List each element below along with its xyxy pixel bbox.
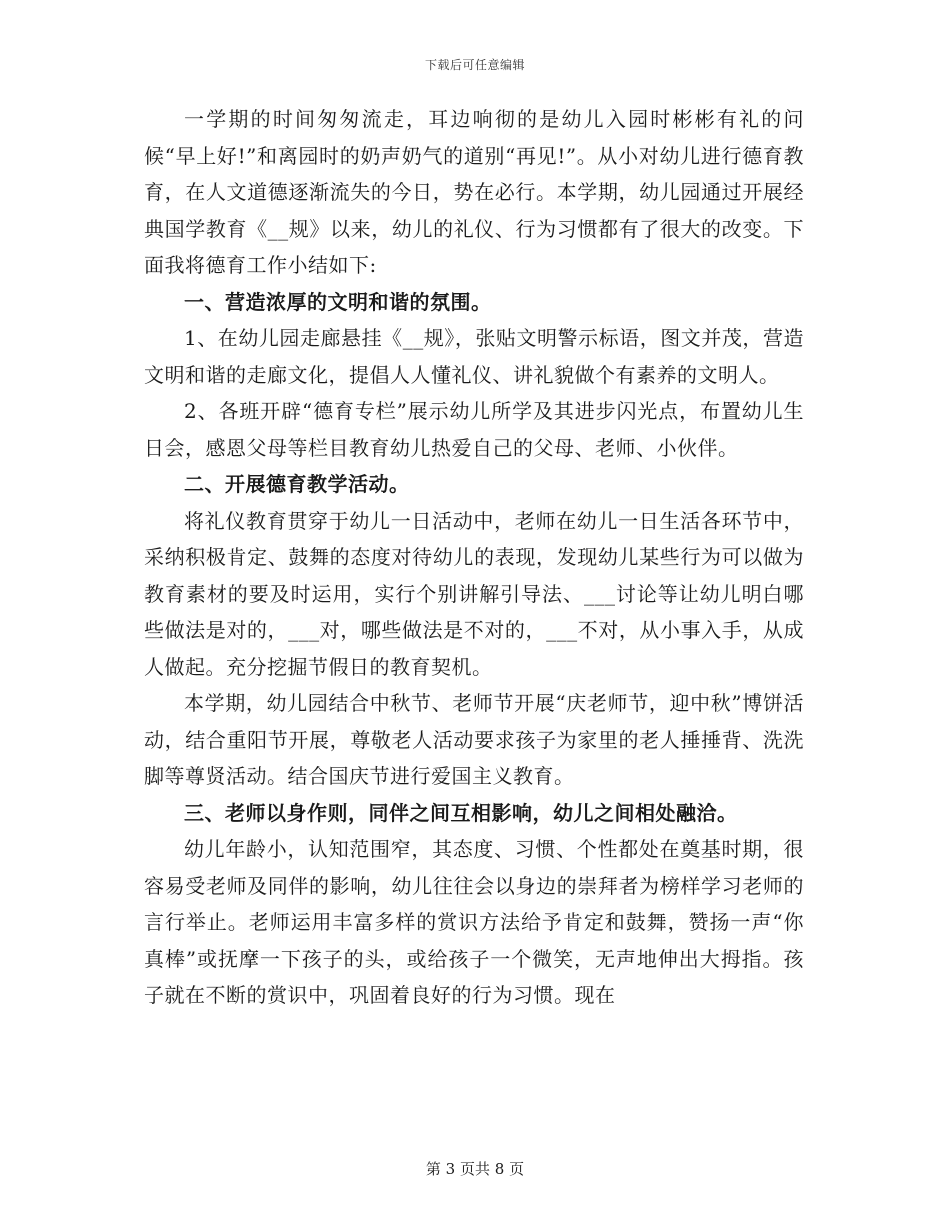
document-body [144,101,804,1014]
section-heading-3: 三、老师以身作则，同伴之间互相影响，幼儿之间相处融洽。 [184,800,738,825]
section-2-paragraph-1: 将礼仪教育贯穿于幼儿一日活动中，老师在幼儿一日生活各环节中，采纳积极肯定、鼓舞的态度对待幼儿的表现，发现幼儿某些行为可以做为教育素材的要及时运用，实行个别讲解引导法、___讨论等让幼儿明白哪些做法是对的，___对，哪些做法是不对的，___不对，从小事入手，从成人做起。充分挖掘节假日的教育契机。 [144,508,804,679]
section-3-paragraph-1: 幼儿年龄小，认知范围窄，其态度、习惯、个性都处在奠基时期，很容易受老师及同伴的影响，幼儿往往会以身边的崇拜者为榜样学习老师的言行举止。老师运用丰富多样的赏识方法给予肯定和鼓舞，赞扬一声“你真棒”或抚摩一下孩子的头，或给孩子一个微笑，无声地伸出大拇指。孩子就在不断的赏识中，巩固着良好的行为习惯。现在 [144,837,804,1007]
page-number: 第 3 页共 8 页 [425,1160,525,1178]
section-2-paragraph-2: 本学期，幼儿园结合中秋节、老师节开展“庆老师节，迎中秋”博饼活动，结合重阳节开展，尊敬老人活动要求孩子为家里的老人捶捶背、洗洗脚等尊贤活动。结合国庆节进行爱国主义教育。 [144,691,804,788]
page-header: 下载后可任意编辑 [424,58,525,72]
section-1-item-1: 1、在幼儿园走廊悬挂《__规》，张贴文明警示标语，图文并茂，营造文明和谐的走廊文化，提倡人人懂礼仪、讲礼貌做个有素养的文明人。 [144,326,804,387]
section-1-item-2: 2、各班开辟“德育专栏”展示幼儿所学及其进步闪光点，布置幼儿生日会，感恩父母等栏目教育幼儿热爱自己的父母、老师、小伙伴。 [144,399,804,460]
intro-paragraph: 一学期的时间匆匆流走，耳边响彻的是幼儿入园时彬彬有礼的问候“早上好!”和离园时的奶声奶气的道别“再见!”。从小对幼儿进行德育教育，在人文道德逐渐流失的今日，势在必行。本学期，幼儿园通过开展经典国学教育《__规》以来，幼儿的礼仪、行为习惯都有了很大的改变。下面我将德育工作小结如下: [144,107,804,277]
section-heading-1: 一、营造浓厚的文明和谐的氛围。 [184,289,492,314]
section-heading-2: 二、开展德育教学活动。 [184,472,410,496]
